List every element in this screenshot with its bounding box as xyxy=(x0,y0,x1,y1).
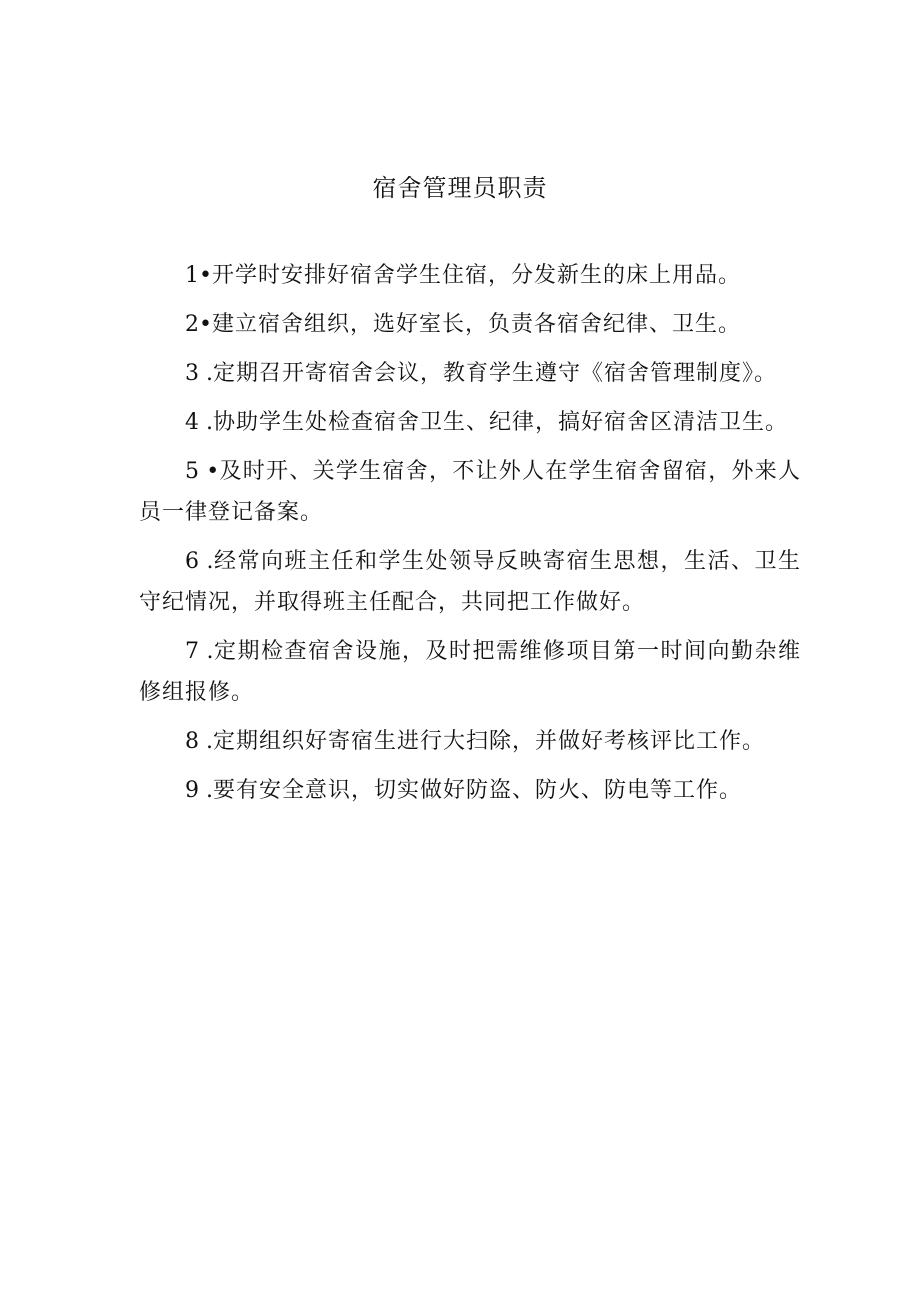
duty-item-number: 9 . xyxy=(185,778,213,803)
document-title: 宿舍管理员职责 xyxy=(372,174,548,202)
duty-item-number: 8 . xyxy=(185,729,213,754)
duty-item-text: 经常向班主任和学生处领导反映寄宿生思想，生活、卫生守纪情况，并取得班主任配合，共同把工作做好。 xyxy=(139,549,801,615)
duty-item-number: 6 . xyxy=(185,549,214,574)
duty-item xyxy=(139,631,801,713)
duty-item-text: 开学时安排好宿舍学生住宿，分发新生的床上用品。 xyxy=(211,263,741,288)
duty-item-text: 建立宿舍组织，选好室长，负责各宿舍纪律、卫生。 xyxy=(211,312,741,337)
duty-item xyxy=(139,255,801,296)
duty-item-number: 7 . xyxy=(185,639,214,664)
duty-item-text: 定期检查宿舍设施，及时把需维修项目第一时间向勤杂维修组报修。 xyxy=(139,639,801,705)
duty-item xyxy=(139,541,801,623)
duty-item-text: 及时开、关学生宿舍，不让外人在学生宿舍留宿，外来人员一律登记备案。 xyxy=(139,459,801,525)
duty-item xyxy=(139,770,801,811)
duty-item-number: 1• xyxy=(185,263,212,288)
duty-item xyxy=(139,721,801,762)
duty-item-text: 定期召开寄宿舍会议，教育学生遵守《宿舍管理制度》。 xyxy=(212,361,777,386)
duty-item-number: 2• xyxy=(185,312,212,337)
duty-item-number: 4 . xyxy=(185,410,213,435)
duty-item xyxy=(139,304,801,345)
duty-item-number: 5 • xyxy=(185,459,220,484)
duty-item xyxy=(139,451,801,533)
duty-item-text: 协助学生处检查宿舍卫生、纪律，搞好宿舍区清洁卫生。 xyxy=(212,410,788,435)
duty-list xyxy=(139,255,801,819)
duty-item-number: 3 . xyxy=(185,361,213,386)
duty-item xyxy=(139,353,801,394)
duty-item-text: 定期组织好寄宿生进行大扫除，并做好考核评比工作。 xyxy=(212,729,765,754)
duty-item xyxy=(139,402,801,443)
duty-item-text: 要有安全意识，切实做好防盗、防火、防电等工作。 xyxy=(212,778,742,803)
